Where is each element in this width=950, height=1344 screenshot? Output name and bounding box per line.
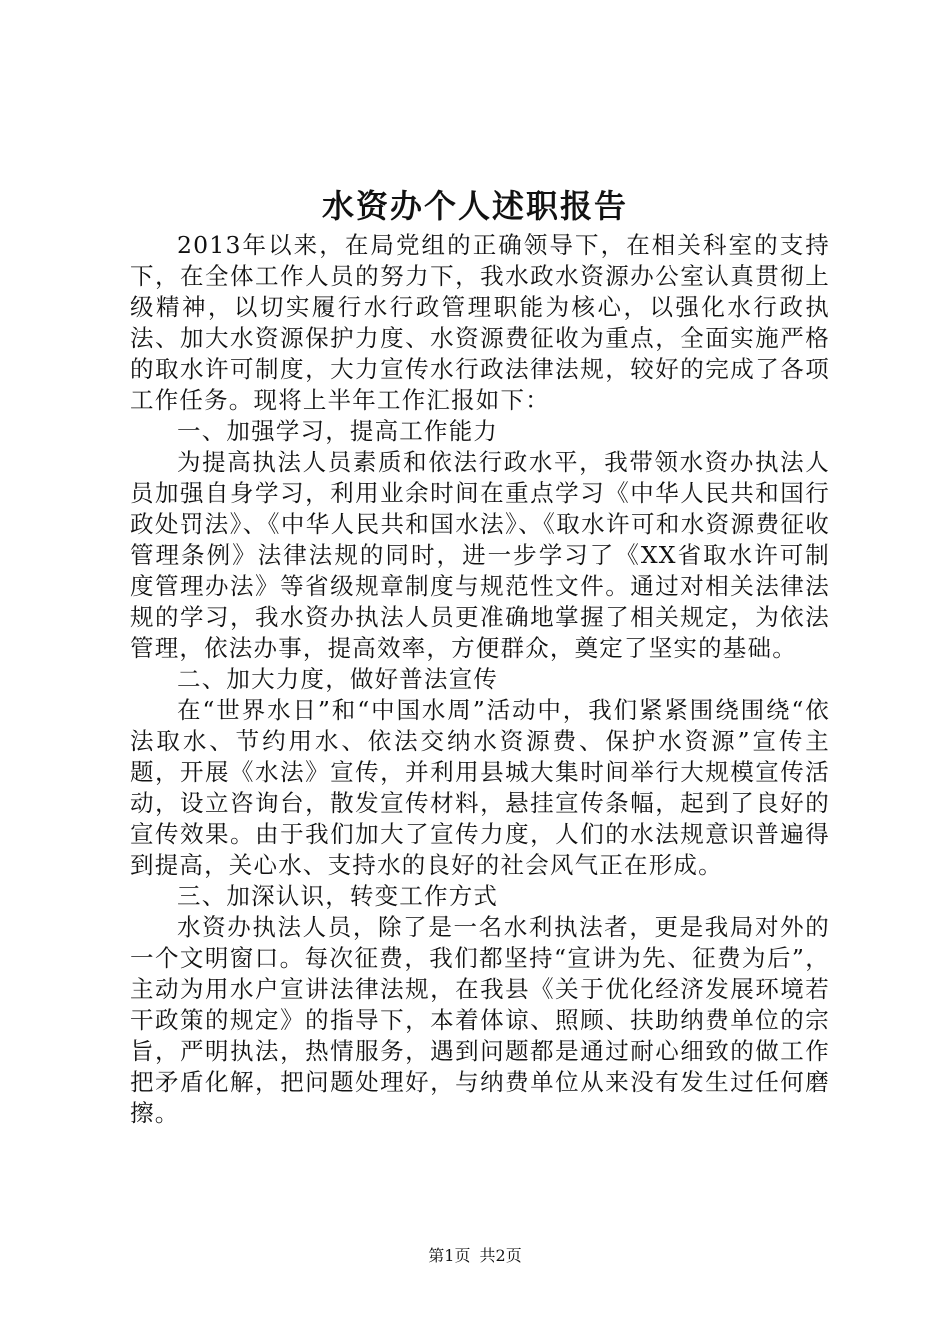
paragraph-section-2: 在“世界水日”和“中国水周”活动中，我们紧紧围绕围绕“依法取水、节约用水、依法交纳水资源费、保护水资源”宣传主题，开展《水法》宣传，并利用县城大集时间举行大规模宣传活动，设立咨询台，散发宣传材料，悬挂宣传条幅，起到了良好的宣传效果。由于我们加大了宣传力度，人们的水法规意识普遍得到提高，关心水、支持水的良好的社会风气正在形成。 [130, 696, 830, 879]
page-total: 共2页 [479, 1246, 522, 1265]
document-title: 水资办个人述职报告 [321, 187, 628, 225]
paragraph-section-3: 水资办执法人员，除了是一名水利执法者，更是我局对外的一个文明窗口。每次征费，我们都坚持“宣讲为先、征费为后”，主动为用水户宣讲法律法规，在我县《关于优化经济发展环境若干政策的规定》的指导下，本着体谅、照顾、扶助纳费单位的宗旨，严明执法，热情服务，遇到问题都是通过耐心细致的做工作把矛盾化解，把问题处理好，与纳费单位从来没有发生过任何磨擦。 [130, 913, 830, 1127]
section-heading-3: 三、加深认识，转变工作方式 [177, 882, 499, 910]
document-body [130, 230, 830, 1129]
page-footer [0, 1244, 950, 1268]
section-heading-1: 一、加强学习，提高工作能力 [177, 417, 499, 445]
paragraph-intro: 2013年以来，在局党组的正确领导下，在相关科室的支持下，在全体工作人员的努力下，我水政水资源办公室认真贯彻上级精神，以切实履行水行政管理职能为核心，以强化水行政执法、加大水资源保护力度、水资源费征收为重点，全面实施严格的取水许可制度，大力宣传水行政法律法规，较好的完成了各项工作任务。现将上半年工作汇报如下： [130, 231, 830, 414]
section-heading-2: 二、加大力度，做好普法宣传 [177, 665, 499, 693]
paragraph-section-1: 为提高执法人员素质和依法行政水平，我带领水资办执法人员加强自身学习，利用业余时间在重点学习《中华人民共和国行政处罚法》、《中华人民共和国水法》、《取水许可和水资源费征收管理条例》法律法规的同时，进一步学习了《XX省取水许可制度管理办法》等省级规章制度与规范性文件。通过对相关法律法规的学习，我水资办执法人员更准确地掌握了相关规定，为依法管理，依法办事，提高效率，方便群众，奠定了坚实的基础。 [130, 448, 830, 662]
page-number: 第1页 [428, 1246, 471, 1265]
